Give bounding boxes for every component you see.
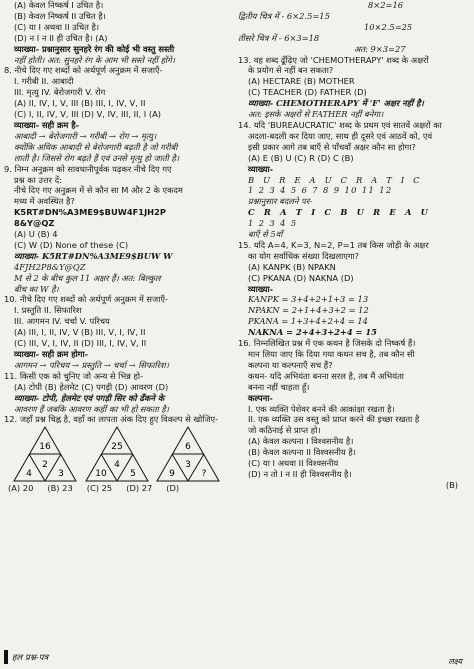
footer-title: हल प्रश्न-पत्र [12,653,49,663]
option-line: (A) टोपी (B) हेलमेट (C) पगड़ी (D) आवरण (D) [14,381,169,392]
option-line: (C) III, V, I, IV, II (D) III, I, IV, V, II [14,338,147,349]
option-line: (A) केवल कल्पना I विश्वसनीय है। [248,436,354,447]
question-line: मध्य में अवस्थित है? [14,196,75,207]
option-line: (A) II, IV, I, V, III (B) III, I, IV, V, II [14,98,146,109]
question-10: 10. नीचे दिए गए शब्दों को अर्थपूर्ण अनुक्रम में सजाएँ- [4,294,168,305]
assumption-line: जो कठिनाई से प्राप्त हो। [248,425,321,436]
assumption-line: II. एक व्यक्ति उस वस्तु को प्राप्त करने की इच्छा रखता है [248,414,420,425]
triangle-number: 3 [58,469,64,480]
answer-label: (D) [166,483,180,494]
question-14: 14. यदि 'BUREAUCRATIC' शब्द के प्रथम एवं सातवें अक्षरों का [238,119,442,130]
option-line: (A) KANPK (B) NPAKN [248,261,336,272]
question-line: अदला-बदली कर दिया जाए, साथ ही दूसरे एवं आठवें को, एवं [248,130,433,141]
statement-line: बनना नहीं चाहता हूँ। [248,381,310,392]
explanation-line: अत: इसके अक्षरों से FATHER नहीं बनेगा। [248,109,384,120]
question-11: 11. किसी एक को चुनिए जो अन्य से भिन्न हो- [4,370,144,381]
explanation-line: प्रश्नानुसार बदलने पर- [248,196,313,207]
option-line: (A) केवल निष्कर्ष I उचित है। [14,0,104,10]
letter-positions: 1 2 3 4 5 [248,218,298,229]
option-b: (B) 23 [47,483,73,494]
assumption-line: I. एक व्यक्ति पेशेवर बनने की आकांक्षा रखता है। [248,403,395,414]
triangle-figures [10,425,230,483]
question-line: I. गरीबी II. आबादी [14,76,74,87]
question-line: III. आगमन IV. चर्चा V. परिचय [14,316,110,327]
calc-line: 10×2.5=25 [364,21,413,32]
calc-line: PKANA = 1+3+4+2+4 = 14 [248,316,368,327]
calc-line: अत: 9×3=27 [354,43,406,54]
explanation-line: व्याख्या- प्रश्नानुसार सुनहरे रंग की कोई भी वस्तु सस्ती [14,43,175,54]
question-12: 12. जहाँ प्रश्न चिह्न है, वहाँ का लापता अंक दिए हुए विकल्प से खोजिए- [4,414,219,425]
triangle-number: 10 [95,469,107,480]
option-line: (A) HECTARE (B) MOTHER [248,76,355,87]
question-line: इसी प्रकार आगे तब बाएँ से पाँचवाँ अक्षर कौन सा होगा? [248,141,416,152]
explanation-line: आवरण हैं जबकि आवरण कहीं का भी हो सकता है। [14,403,169,414]
option-c: (C) 25 [86,483,113,494]
question-line: का योग सर्वाधिक संख्या दिखलाएगा? [248,250,360,261]
triangle-figure-2 [86,427,148,481]
explanation-line: व्याख्या- [248,283,274,294]
explanation-line: नहीं होती। अत: सुनहरे रंग के आम भी सस्ते नहीं होंगे। [14,54,175,65]
explanation-line: 4FJH2P8&Y@QZ [14,261,86,272]
option-line: (A) U (B) 4 [14,229,58,240]
option-line: (D) न I न II ही उचित है। (A) [14,32,108,43]
option-line: (C) या I अथवा II विश्वसनीय [248,458,339,469]
assumption-heading: कल्पना- [248,392,273,403]
option-line: (C) या I अथवा II उचित है। [14,21,100,32]
explanation-line: बाएँ से 5वाँ [248,229,283,240]
explanation-line: M से 2 के बीच कुल 11 अक्षर हैं। अत: बिल्कुल [14,272,161,283]
options-12 [4,483,230,494]
question-line: मान लिया जाए कि दिया गया कथन सच है, तब कौन सी [248,349,415,359]
word-letters: B U R E A U C R A T I C [248,174,423,185]
calc-line-answer: NAKNA = 2+4+3+2+4 = 15 [248,327,377,338]
triangle-number: 25 [111,442,123,453]
question-9: 9. निम्न अनुक्रम को सावधानीपूर्वक पढ़कर नीचे दिए गए [4,163,172,174]
triangle-number: 5 [130,469,136,480]
option-line: (C) W (D) None of these (C) [14,239,129,250]
letter-positions: 1 2 3 4 5 6 7 8 9 10 11 12 [248,185,393,196]
sequence-line: 8&Y@QZ [14,218,55,229]
triangle-number: 3 [185,460,191,471]
option-line: (D) न तो I न II ही विश्वसनीय है। [248,468,352,479]
calc-line: तीसरे चित्र में - 6×3=18 [238,32,320,43]
question-16: 16. निम्नलिखित प्रश्न में एक कथन है जिसके दो निष्कर्ष हैं। [238,338,416,349]
question-13: 13. वह शब्द ढूँढ़िए जो 'CHEMOTHERAPY' शब्द के अक्षरों [238,54,429,65]
explanation-line: क्योंकि अधिक आबादी से बेरोजगारी बढ़ती है जो गरीबी [14,141,178,152]
triangle-number: 9 [169,469,175,480]
triangle-figure-1 [14,427,76,481]
question-line: I. प्रस्तुति II. सिफारिश [14,305,82,316]
explanation-line: व्याख्या- [248,163,274,174]
explanation-line: व्याख्या- टोपी, हेलमेट एवं पगड़ी सिर को ढँकने के [14,392,165,403]
option-line: (B) केवल कल्पना II विश्वसनीय है। [248,447,356,458]
left-column [4,0,230,494]
option-line: (A) E (B) U (C) R (D) C (B) [248,152,354,163]
question-line: प्रश्न का उत्तर दें: [14,174,62,185]
footer-brand: लक्ष्य [448,657,462,666]
footer-marker [4,650,8,664]
option-line: (C) TEACHER (D) FATHER (D) [248,87,367,98]
triangle-number: 4 [26,469,32,480]
answer-label: (B) [445,479,458,490]
statement-line: कथन- यदि अभियंता बनना सरल है, तब मैं अभियंता [248,370,404,381]
question-8: 8. नीचे दिए गए शब्दों को अर्थपूर्ण अनुक्रम में सजाएँ- [4,65,163,76]
explanation-line: बीच का W है। [14,283,59,294]
explanation-line: आबादी → बेरोजगारी → गरीबी → रोग → मृत्यु। [14,130,157,141]
triangle-number: ? [201,469,207,480]
question-line: के प्रयोग से नहीं बन सकता? [248,65,334,76]
calc-line: 8×2=16 [368,0,404,10]
question-line: नीचे दिए गए अनुक्रम में से कौन सा M और 2 के एकदम [14,185,183,196]
option-d: (D) 27 [126,483,153,494]
sequence-line: K5RT#DN%A3ME9$BUW4F1JH2P [14,207,166,218]
calc-line: KANPK = 3+4+2+1+3 = 13 [248,294,369,305]
explanation-line: आगमन → परिचय → प्रस्तुति → चर्चा → सिफारिश। [14,359,169,370]
question-line: III. मृत्यु IV. बेरोजगारी V. रोग [14,87,106,98]
explanation-line: व्याख्या- CHEMOTHERAPY में 'F' अक्षर नहीं है। [248,98,424,109]
right-column [238,0,470,491]
option-line: (B) केवल निष्कर्ष II उचित है। [14,10,106,21]
question-line: कल्पना या कल्पनाएँ सच हैं? [248,359,333,370]
calc-line: द्वितीय चित्र में - 6×2.5=15 [238,10,330,21]
triangle-figure-3 [157,427,219,481]
explanation-line: व्याख्या- सही क्रम है- [14,119,80,130]
calc-line: NPAKN = 2+1+4+3+2 = 12 [248,305,369,316]
option-a: (A) 20 [8,483,34,494]
option-line: (A) III, I, II, IV, V (B) III, V, I, IV, II [14,327,146,338]
rearranged-word: C R A T I C B U R E A U [248,207,432,218]
triangle-number: 16 [39,442,51,453]
explanation-line: व्याख्या- सही क्रम होगा- [14,349,89,359]
option-line: (C) PKANA (D) NAKNA (D) [248,272,354,283]
triangle-diagram [10,425,225,483]
option-line: (C) I, II, IV, V, III (D) V, IV, III, II, I (A) [14,109,161,120]
triangle-number: 6 [185,442,191,453]
explanation-line: व्याख्या- K5RT#DN%A3ME9$BUW W [14,250,173,261]
triangle-number: 2 [42,460,48,471]
explanation-line: लाती है। जिससे रोग बढ़ते हैं एवं उनसे मृत्यु हो जाती है। [14,152,179,163]
triangle-number: 4 [114,460,120,471]
question-15: 15. यदि A=4, K=3, N=2, P=1 तब किस जोड़ी के अक्षर [238,239,429,250]
